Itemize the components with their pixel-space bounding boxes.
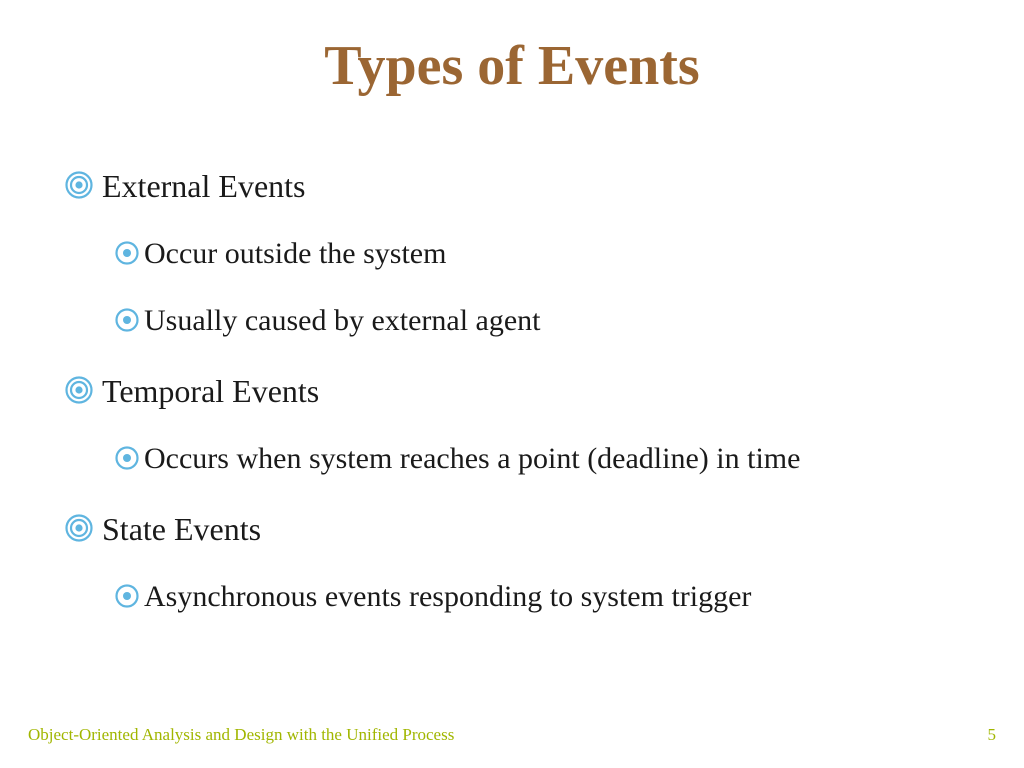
bullet-text: State Events — [102, 511, 262, 547]
dot-circle-bullet-icon — [114, 583, 140, 609]
sub-bullet-text: Asynchronous events responding to system trigger — [144, 580, 752, 613]
bullet-text: External Events — [102, 168, 306, 204]
concentric-circles-bullet-icon — [64, 170, 94, 200]
sub-bullet-deadline — [114, 440, 800, 478]
sub-bullet-occur-outside — [114, 235, 446, 273]
sub-bullet-asynchronous — [114, 578, 751, 616]
bullet-item-temporal-events — [64, 371, 319, 411]
footer-course-title: Object-Oriented Analysis and Design with the Unified Process — [28, 725, 455, 744]
dot-circle-bullet-icon — [114, 307, 140, 333]
sub-bullet-external-agent — [114, 302, 541, 340]
sub-bullet-text: Occurs when system reaches a point (deadline) in time — [144, 442, 801, 475]
slide-title: Types of Events — [324, 35, 700, 97]
concentric-circles-bullet-icon — [64, 375, 94, 405]
footer-page-number: 5 — [987, 725, 996, 744]
dot-circle-bullet-icon — [114, 445, 140, 471]
bullet-item-external-events — [64, 166, 305, 206]
bullet-text: Temporal Events — [102, 373, 320, 409]
bullet-item-state-events — [64, 509, 261, 549]
sub-bullet-text: Occur outside the system — [144, 237, 447, 270]
concentric-circles-bullet-icon — [64, 513, 94, 543]
dot-circle-bullet-icon — [114, 240, 140, 266]
sub-bullet-text: Usually caused by external agent — [144, 304, 541, 337]
